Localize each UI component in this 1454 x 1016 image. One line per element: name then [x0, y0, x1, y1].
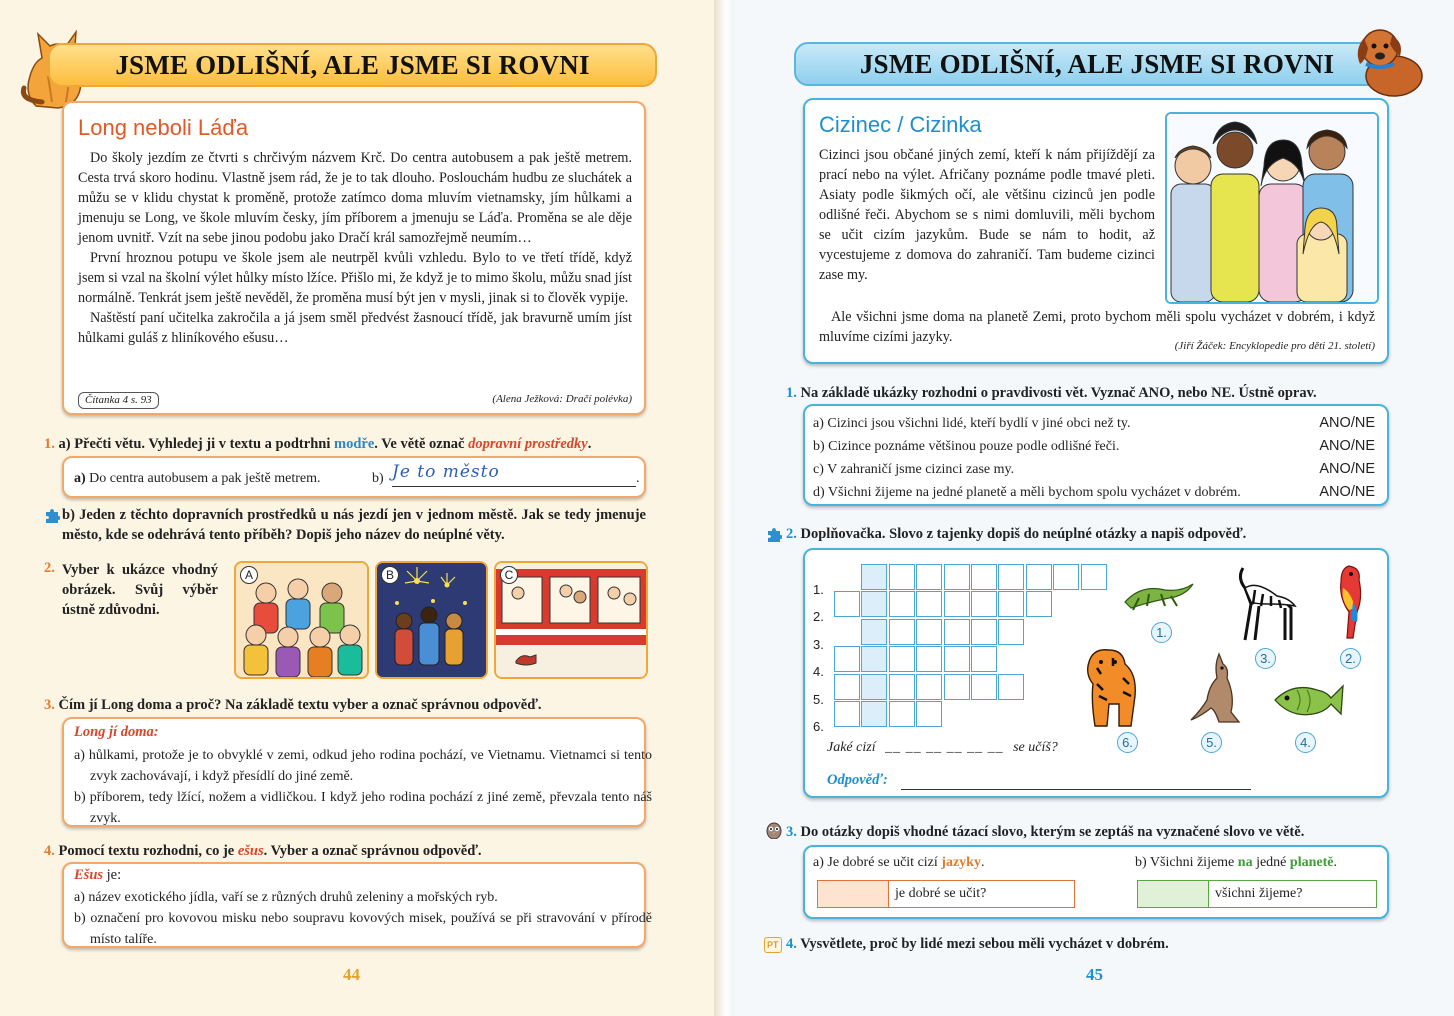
row-number: 5.	[813, 691, 824, 707]
yes-no-choice[interactable]	[1319, 413, 1375, 434]
fill-in-a	[817, 880, 1075, 908]
tf-statement: b) Cizince poznáme většinou pouze podle odlišné řeči.	[813, 439, 1120, 454]
crossword-cell[interactable]	[889, 564, 915, 590]
answer-b-end: .	[636, 471, 640, 486]
crossword-cell[interactable]	[998, 591, 1024, 617]
yes-option[interactable]: ANO	[1319, 484, 1351, 500]
animal-label-2	[1340, 648, 1361, 669]
animal-label-5	[1201, 732, 1222, 753]
crossword-cell[interactable]	[889, 674, 915, 700]
tf-statement: a) Cizinci jsou všichni lidé, kteří bydlí v jiné obci než ty.	[813, 416, 1131, 431]
story-text	[78, 148, 632, 348]
sentence-text: .	[980, 855, 985, 870]
tf-statement: c) V zahraničí jsme cizinci zase my.	[813, 462, 1015, 477]
answer-box-4	[62, 862, 652, 948]
highlight-orange: Ešus	[74, 867, 104, 883]
yes-no-choice[interactable]	[1319, 459, 1375, 480]
question-4	[786, 934, 1446, 954]
separator: /	[1350, 484, 1355, 500]
crossword-cell[interactable]	[944, 591, 970, 617]
secret-word-field[interactable]: __ __ __ __ __ __	[885, 740, 1004, 755]
separator: /	[1350, 415, 1355, 431]
animal-number: 6.	[1117, 732, 1138, 753]
question-text: Vysvětlete, proč by lidé mezi sebou měli vycházet v dobrém.	[800, 936, 1169, 952]
page-banner: JSME ODLIŠNÍ, ALE JSME SI ROVNI	[48, 43, 657, 87]
row-number: 6.	[813, 719, 824, 735]
tf-statement: d) Všichni žijeme na jedné planetě a měli bychom spolu vycházet v dobrém.	[813, 485, 1241, 500]
picture-b[interactable]	[375, 561, 488, 679]
sentence-a	[813, 852, 984, 873]
crossword-cell[interactable]	[916, 674, 942, 700]
crossword-grid[interactable]	[834, 564, 1094, 734]
crossword-cell[interactable]	[834, 701, 860, 727]
page-banner: JSME ODLIŠNÍ, ALE JSME SI ROVNI	[794, 42, 1400, 86]
crossword-cell[interactable]	[971, 591, 997, 617]
crossword-cell[interactable]	[944, 646, 970, 672]
crossword-cell[interactable]	[916, 701, 942, 727]
picture-label: A	[240, 566, 258, 584]
animal-label-3	[1255, 648, 1276, 669]
row-number: 4.	[813, 664, 824, 680]
crossword-cell[interactable]	[916, 564, 942, 590]
tf-row	[813, 459, 1383, 480]
answer-label: a)	[74, 471, 86, 486]
animal-label-1	[1151, 622, 1172, 643]
yes-option[interactable]: ANO	[1319, 461, 1351, 477]
animal-number: 5.	[1201, 732, 1222, 753]
picture-label: B	[381, 566, 399, 584]
multicultural-people-image	[1167, 114, 1377, 302]
lizard-icon	[1121, 574, 1197, 614]
sentence-text: .	[1333, 855, 1337, 870]
kangaroo-icon	[1189, 650, 1245, 728]
question-text: . Ve větě označ	[374, 436, 469, 452]
animal-number: 3.	[1255, 648, 1276, 669]
story-paragraph: Ale všichni jsme doma na planetě Zemi, proto bychom měli spolu vycházet v dobrém, i když mluvíme cizími jazyky.	[819, 309, 1375, 345]
crossword-cell[interactable]	[971, 674, 997, 700]
crossword-cell[interactable]	[971, 646, 997, 672]
puzzle-icon	[44, 508, 60, 524]
fill-text: všichni žijeme?	[1215, 886, 1303, 901]
heading-rest: je:	[103, 867, 122, 883]
question-3	[44, 695, 664, 715]
crossword-box	[803, 548, 1389, 798]
highlight-word: jazyky	[941, 855, 981, 870]
crossword-cell[interactable]	[1081, 564, 1107, 590]
question-text: .	[587, 436, 592, 452]
page-number: 45	[1086, 965, 1103, 984]
fill-in-b	[1137, 880, 1377, 908]
crossword-cell[interactable]	[834, 591, 860, 617]
question-pre: Jaké cizí	[827, 740, 876, 755]
separator: /	[1350, 461, 1355, 477]
question-2-text: Vyber k ukázce vhodný obrázek. Svůj výběr ústně zdůvodni.	[62, 562, 218, 618]
question-text: a) Přečti větu. Vyhledej ji v textu a podtrhni	[58, 436, 334, 452]
crossword-cell[interactable]	[998, 619, 1024, 645]
answer-b-label: b)	[372, 471, 384, 486]
picture-label: C	[500, 566, 518, 584]
zebra-icon	[1229, 558, 1305, 644]
crossword-cell[interactable]	[971, 619, 997, 645]
fish-icon	[1269, 678, 1345, 724]
crossword-cell[interactable]	[1026, 591, 1052, 617]
city-answer-field[interactable]	[392, 462, 636, 487]
story-text-wrap: Cizinci jsou občané jiných zemí, kteří k nám přijíždějí za prací nebo na výlet. Afričany poznáme podle tmavé pleti. Asiaty podle šikmých očí, ale většinu cizinců jen podle odlišné řeči. Abychom se s nimi domluvili, měli bychom se učit cizím jazykům. Bude se nám to hodit, až vycestujeme z domova do zahraničí. Tam budeme cizinci zase my.	[819, 147, 1155, 283]
question-number: 1.	[786, 385, 797, 401]
yes-no-choice[interactable]	[1319, 436, 1375, 457]
no-option[interactable]: NE	[1354, 438, 1375, 454]
tiger-icon	[1079, 644, 1149, 730]
crossword-cell[interactable]	[889, 701, 915, 727]
owl-icon	[766, 821, 782, 839]
question-number: 2.	[44, 560, 55, 576]
option-b[interactable]: b) příborem, tedy lžící, nožem a vidličkou. I když jeho rodina pochází z jiné země, převzala tento náš zvyk.	[74, 790, 652, 826]
crossword-solution-cell[interactable]	[861, 564, 887, 590]
answer-sentence: Do centra autobusem a pak ještě metrem.	[89, 471, 321, 486]
crossword-cell[interactable]	[944, 619, 970, 645]
crossword-cell[interactable]	[944, 564, 970, 590]
question-1	[786, 383, 1446, 403]
option-a[interactable]: a) název exotického jídla, vaří se z různých druhů zeleniny a mořských ryb.	[74, 890, 498, 905]
answer-a	[74, 468, 320, 489]
highlight-orange: ešus	[237, 843, 264, 859]
question-word-input-a[interactable]	[818, 881, 889, 907]
people-illustration	[1165, 112, 1379, 304]
question-number: 3.	[44, 697, 55, 713]
answer-line[interactable]	[901, 772, 1251, 790]
sentence-text: jedné	[1252, 855, 1290, 870]
yes-option[interactable]: ANO	[1319, 438, 1351, 454]
crossword-cell[interactable]	[916, 646, 942, 672]
question-number: 4.	[44, 843, 55, 859]
page-number: 44	[343, 965, 360, 984]
question-1b: b) Jeden z těchto dopravních prostředků u nás jezdí jen v jednom městě. Jak se tedy jmenuje město, kde se odehrává tento příběh? Dopiš jeho název do neúplné věty.	[62, 507, 646, 543]
crossword-cell[interactable]	[889, 646, 915, 672]
row-number: 3.	[813, 636, 824, 652]
highlight-word: na	[1237, 855, 1253, 870]
crossword-cell[interactable]	[1026, 564, 1052, 590]
crossword-cell[interactable]	[1053, 564, 1079, 590]
highlight-orange: dopravní prostředky	[468, 436, 588, 452]
sentence-b	[1135, 852, 1337, 873]
options-heading	[74, 867, 121, 884]
question-3	[786, 822, 1446, 842]
options-heading: Long jí doma:	[74, 724, 159, 740]
dog-icon	[1346, 20, 1432, 100]
highlight-word: planetě	[1289, 855, 1334, 870]
true-false-box	[803, 404, 1389, 506]
crossword-row-numbers	[813, 576, 829, 740]
crossword-solution-cell[interactable]	[861, 646, 887, 672]
crossword-solution-cell[interactable]	[861, 674, 887, 700]
story-title: Long neboli Láďa	[78, 115, 249, 140]
no-option[interactable]: NE	[1354, 461, 1375, 477]
animal-number: 4.	[1295, 732, 1316, 753]
question-text: Čím jí Long doma a proč? Na základě textu vyber a označ správnou odpověď.	[58, 697, 542, 713]
crossword-cell[interactable]	[971, 564, 997, 590]
fill-text: je dobré se učit?	[895, 886, 987, 901]
animal-label-4	[1295, 732, 1316, 753]
question-word-input-b[interactable]	[1138, 881, 1209, 907]
no-option[interactable]: NE	[1354, 484, 1375, 500]
question-number: 2.	[786, 526, 797, 542]
tf-row	[813, 482, 1383, 503]
option-b[interactable]: b) označení pro kovovou misku nebo soupravu kovových misek, používá se při stravování v přírodě místo talíře.	[74, 911, 652, 947]
question-4	[44, 841, 664, 861]
crossword-cell[interactable]	[916, 619, 942, 645]
crossword-solution-cell[interactable]	[861, 701, 887, 727]
crossword-cell[interactable]	[889, 591, 915, 617]
question-text: Doplňovačka. Slovo z tajenky dopiš do neúplné otázky a napiš odpověď.	[800, 526, 1247, 542]
animal-label-6	[1117, 732, 1138, 753]
question-number: 1.	[44, 436, 55, 452]
question-2	[786, 524, 1446, 544]
reading-book-badge: Čítanka 4 s. 93	[78, 392, 159, 409]
crossword-question	[827, 740, 1058, 756]
question-word-box	[803, 845, 1389, 919]
row-number: 1.	[813, 582, 824, 597]
story-paragraph: Naštěstí paní učitelka zakročila a já jsem směl předvést žasnoucí třídě, jak bravurně umím jíst hůlkami guláš z hliníkového ešusu…	[78, 310, 632, 346]
book-gutter	[714, 0, 734, 1016]
crossword-cell[interactable]	[916, 591, 942, 617]
tf-row	[813, 413, 1383, 434]
picture-a[interactable]	[234, 561, 369, 679]
separator: /	[1350, 438, 1355, 454]
row-number: 2.	[813, 609, 824, 625]
story-source: (Alena Ježková: Dračí polévka)	[492, 393, 632, 405]
crossword-cell[interactable]	[998, 674, 1024, 700]
handwritten-answer: Je to město	[392, 462, 500, 482]
yes-no-choice[interactable]	[1319, 482, 1375, 503]
tf-row	[813, 436, 1383, 457]
animal-number: 2.	[1340, 648, 1361, 669]
no-option[interactable]: NE	[1354, 415, 1375, 431]
crossword-cell[interactable]	[944, 674, 970, 700]
sentence-text: a) Je dobré se učit cizí	[813, 855, 942, 870]
question-number: 4.	[786, 936, 797, 952]
crossword-cell[interactable]	[834, 646, 860, 672]
answer-box-3	[62, 717, 652, 827]
option-a[interactable]: a) hůlkami, protože je to obvyklé v zemi, odkud jeho rodina pochází, ve Vietnamu. Vietnamci si tento zvyk zachovávají, i když přesídlí do jiné země.	[74, 748, 652, 784]
yes-option[interactable]: ANO	[1319, 415, 1351, 431]
story-title: Cizinec / Cizinka	[819, 112, 982, 137]
crossword-cell[interactable]	[998, 564, 1024, 590]
right-page	[734, 0, 1454, 1016]
left-page	[0, 0, 714, 1016]
crossword-cell[interactable]	[834, 674, 860, 700]
story-box	[62, 101, 646, 415]
story-paragraph: První hroznou potupu ve škole jsem ale neutrpěl kvůli vzhledu. Bylo to ve třetí třídě, když jsem si vzal na školní výlet hůlky místo lžíce. Přišlo mi, že když je to mimo školu, můžu snad jíst normálně. Tenkrát jsem ještě nevěděl, že proměna musí být jen v mysli, jinak si to člověk vypije.	[78, 250, 632, 306]
tram-illustration	[496, 563, 646, 677]
crossword-solution-cell[interactable]	[861, 591, 887, 617]
answer-label: Odpověď:	[827, 772, 888, 788]
highlight-blue: modře	[333, 436, 375, 452]
crossword-cell[interactable]	[889, 619, 915, 645]
story-paragraph: Do školy jezdím ze čtvrti s chrčivým názvem Krč. Do centra autobusem a pak ještě metrem. Cesta trvá skoro hodinu. Vlastně jsem rád, že je to tak dlouho. Poslouchám hudbu ze sluchátek a můžu se v klidu chystat k proměně, protože zatímco doma mluvím vietnamsky, jím hůlkami a jmenuju se Long, ve škole mluvím česky, jím příborem a jmenuju se Láďa. Proměna se ale děje jenom uvnitř. Vzít na sebe jinou podobu jako Dračí král samozřejmě neumím…	[78, 150, 632, 246]
question-text: Na základě ukázky rozhodni o pravdivosti vět. Vyznač ANO, nebo NE. Ústně oprav.	[800, 385, 1317, 401]
animal-number: 1.	[1151, 622, 1172, 643]
crossword-solution-cell[interactable]	[861, 619, 887, 645]
question-number: 3.	[786, 824, 797, 840]
question-text: Do otázky dopiš vhodné tázací slovo, kterým se zeptáš na vyznačené slovo ve větě.	[800, 824, 1305, 840]
story-source: (Jiří Žáček: Encyklopedie pro děti 21. století)	[1174, 340, 1375, 352]
sentence-text: b) Všichni žijeme	[1135, 855, 1238, 870]
question-post: se učíš?	[1013, 740, 1058, 755]
answer-box-1	[62, 456, 646, 498]
picture-c[interactable]	[494, 561, 648, 679]
puzzle-icon	[766, 527, 782, 543]
story-box	[803, 98, 1389, 364]
question-1a	[44, 434, 664, 454]
pt-badge: PT	[764, 937, 782, 953]
question-text: Pomocí textu rozhodni, co je	[58, 843, 238, 859]
parrot-icon	[1329, 562, 1369, 642]
question-text: . Vyber a označ správnou odpověď.	[263, 843, 482, 859]
